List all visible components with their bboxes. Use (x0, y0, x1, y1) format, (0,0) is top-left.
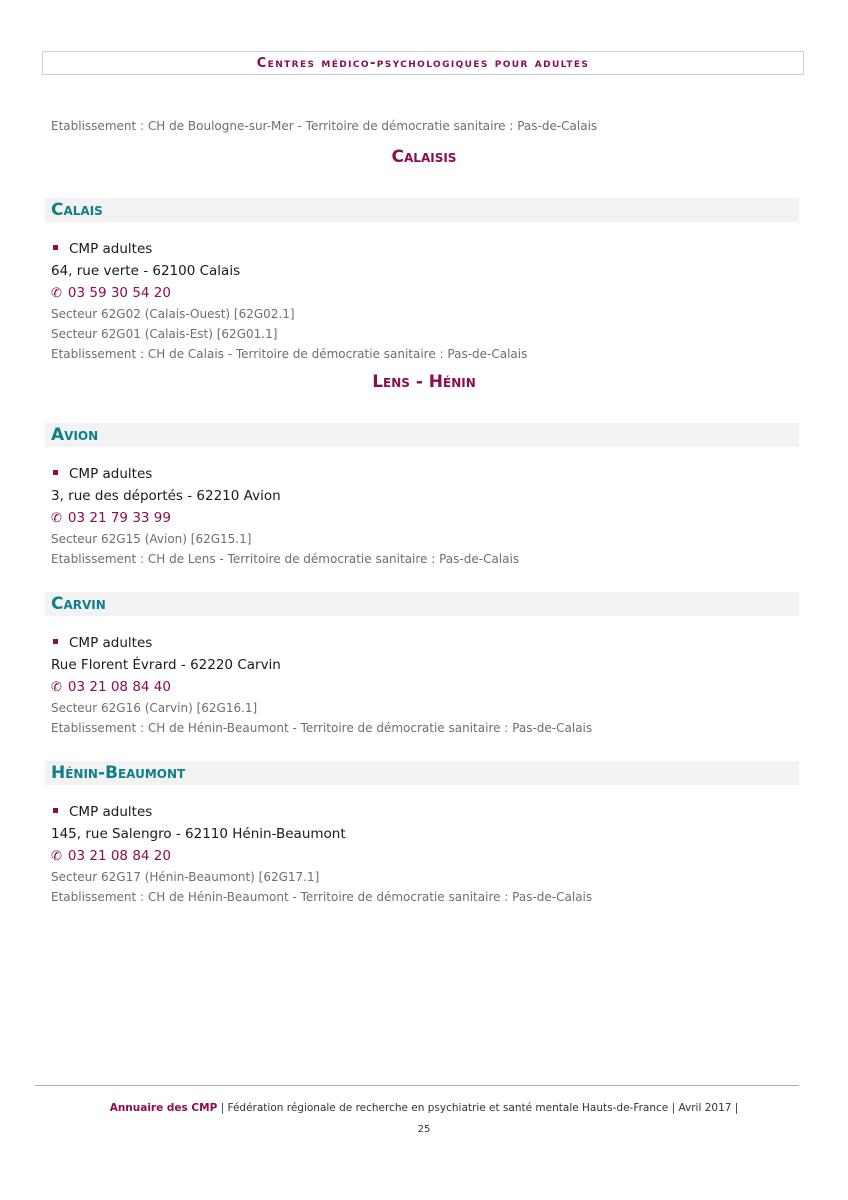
cmp-type: CMP adultes (69, 804, 153, 820)
etablissement-line: Etablissement : CH de Boulogne-sur-Mer - Territoire de démocratie sanitaire : Pas-de-Calais (51, 119, 598, 133)
bullet-icon (53, 245, 58, 250)
city-header-carvin (45, 592, 799, 616)
header-title: Centres médico-psychologiques pour adultes (256, 55, 590, 71)
cmp-address: 64, rue verte - 62100 Calais (51, 263, 241, 279)
city-name: Hénin-Beaumont (51, 763, 186, 783)
phone-icon: ✆ (51, 286, 62, 301)
city-name: Carvin (51, 594, 106, 614)
etablissement-line: Etablissement : CH de Hénin-Beaumont - Territoire de démocratie sanitaire : Pas-de-Calais (51, 890, 593, 904)
secteur-line: Secteur 62G17 (Hénin-Beaumont) [62G17.1] (51, 870, 320, 884)
cmp-address: 145, rue Salengro - 62110 Hénin-Beaumont (51, 826, 346, 842)
cmp-phone[interactable]: 03 21 08 84 40 (67, 679, 171, 695)
etablissement-line: Etablissement : CH de Calais - Territoire de démocratie sanitaire : Pas-de-Calais (51, 347, 528, 361)
cmp-type: CMP adultes (69, 466, 153, 482)
page-number: 25 (417, 1124, 431, 1135)
footer (0, 1102, 848, 1114)
bullet-icon (53, 639, 58, 644)
region-title-calaisis: Calaisis (391, 147, 457, 167)
secteur-line: Secteur 62G16 (Carvin) [62G16.1] (51, 701, 258, 715)
etablissement-line: Etablissement : CH de Hénin-Beaumont - Territoire de démocratie sanitaire : Pas-de-Calais (51, 721, 593, 735)
phone-icon: ✆ (51, 680, 62, 695)
cmp-phone[interactable]: 03 59 30 54 20 (67, 285, 171, 301)
city-header-avion (45, 423, 799, 447)
cmp-address: Rue Florent Évrard - 62220 Carvin (51, 657, 281, 673)
footer-brand: Annuaire des CMP (109, 1102, 218, 1114)
cmp-type: CMP adultes (69, 241, 153, 257)
footer-text: | Fédération régionale de recherche en psychiatrie et santé mentale Hauts-de-France | Avril 2017 | (217, 1102, 739, 1114)
region-title-lens-henin: Lens - Hénin (372, 372, 476, 392)
cmp-address: 3, rue des déportés - 62210 Avion (51, 488, 281, 504)
etablissement-line: Etablissement : CH de Lens - Territoire de démocratie sanitaire : Pas-de-Calais (51, 552, 520, 566)
footer-divider (35, 1085, 799, 1086)
bullet-icon (53, 470, 58, 475)
cmp-entry-henin-beaumont (51, 800, 811, 906)
secteur-line: Secteur 62G02 (Calais-Ouest) [62G02.1] (51, 307, 295, 321)
cmp-phone[interactable]: 03 21 79 33 99 (67, 510, 171, 526)
cmp-entry-calais (51, 237, 811, 363)
secteur-line: Secteur 62G01 (Calais-Est) [62G01.1] (51, 327, 278, 341)
phone-icon: ✆ (51, 849, 62, 864)
bullet-icon (53, 808, 58, 813)
city-name: Calais (51, 200, 103, 220)
cmp-entry-carvin (51, 631, 811, 737)
page-header (42, 51, 804, 75)
city-header-calais (45, 198, 799, 222)
cmp-entry-avion (51, 462, 811, 568)
city-header-henin-beaumont (45, 761, 799, 785)
cmp-phone[interactable]: 03 21 08 84 20 (67, 848, 171, 864)
phone-icon: ✆ (51, 511, 62, 526)
city-name: Avion (51, 425, 99, 445)
secteur-line: Secteur 62G15 (Avion) [62G15.1] (51, 532, 252, 546)
cmp-type: CMP adultes (69, 635, 153, 651)
